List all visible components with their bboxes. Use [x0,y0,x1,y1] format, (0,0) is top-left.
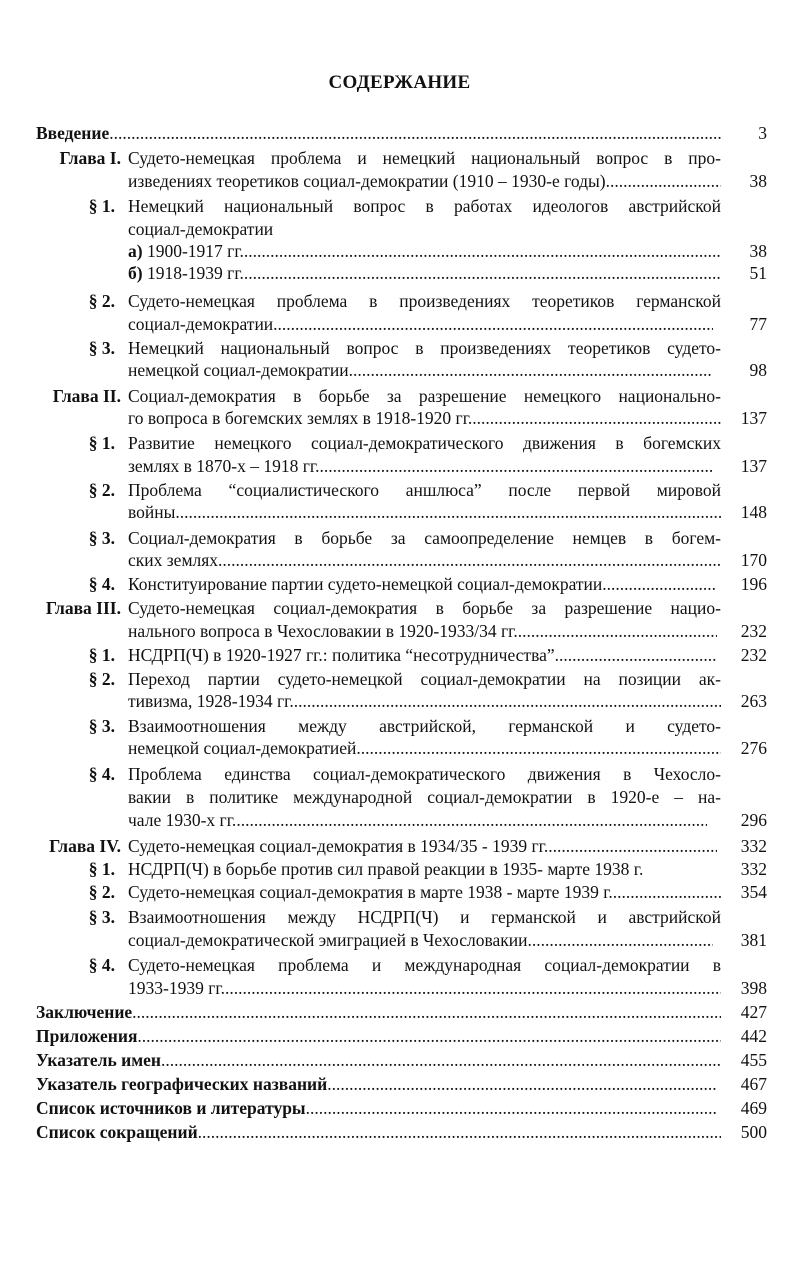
entry-text: ских землях. [128,550,223,570]
section-label: § 4. [88,955,115,975]
entry-text-line: Взаимоотношения между австрийской, германской и судето- [128,716,721,736]
section-label: § 3. [88,716,115,736]
dot-leader [606,170,721,192]
page-number: 137 [740,408,767,428]
dot-leader [528,929,713,951]
toc-entry-geo-index [36,1073,717,1095]
entry-text-line-with-leader [128,359,713,381]
chapter-label: Глава III. [45,598,121,618]
toc-entry-name-index [36,1049,721,1071]
page-number: 467 [740,1074,767,1094]
dot-leader [236,809,707,831]
entry-text-line-with-leader [128,737,721,759]
entry-text-line: Немецкий национальный вопрос в произведениях теоретиков судето- [128,338,721,358]
page-number: 332 [740,859,767,879]
entry-text-line: Проблема “социалистического аншлюса” после первой мировой [128,480,721,500]
page-number: 137 [740,456,767,476]
dot-leader [198,1121,721,1143]
section-label: § 2. [88,882,115,902]
page-number: 3 [758,123,767,143]
dot-leader [180,501,721,523]
entry-label: Указатель географических названий [36,1074,328,1094]
entry-text-line-with-leader [128,313,713,335]
page-number: 332 [740,836,767,856]
page-number: 170 [740,550,767,570]
entry-text-line-with-leader [128,170,721,192]
toc-entry-appendices [36,1025,721,1047]
dot-leader [244,240,721,262]
chapter-label: Глава II. [52,386,121,406]
entry-text: нального вопроса в Чехословакии в 1920-1933/34 гг. [128,621,518,641]
entry-text: войны. [128,502,180,522]
dot-leader [278,313,713,335]
dot-leader [161,1049,721,1071]
page-title: СОДЕРЖАНИЕ [328,72,471,93]
entry-text: немецкой социал-демократией [128,738,357,758]
entry-text-line: Взаимоотношения между НСДРП(Ч) и германской и австрийской [128,907,721,927]
entry-text-line: Немецкий национальный вопрос в работах идеологов австрийской [128,196,721,216]
entry-label: Указатель имен [36,1050,161,1070]
toc-entry-intro [36,122,721,144]
page-number: 442 [740,1026,767,1046]
section-label: § 3. [88,338,115,358]
page-number: 196 [740,574,767,594]
dot-leader [132,1001,721,1023]
entry-text-line: социал-демократии [128,219,274,239]
entry-text-line-with-leader [128,809,707,831]
section-label: § 1. [88,196,115,216]
entry-text-line-with-leader [128,690,721,712]
subentry-a [128,240,721,262]
section-label: § 2. [88,669,115,689]
subentry-b [128,262,721,284]
entry-text: НСДРП(Ч) в 1920-1927 гг.: политика “несотрудничества” [128,645,555,665]
entry-text: Судето-немецкая социал-демократия в 1934/35 - 1939 гг. [128,836,549,856]
subentry-prefix: б) [128,263,143,283]
entry-text: чале 1930-х гг. [128,810,237,830]
entry-text-line: НСДРП(Ч) в борьбе против сил правой реакции в 1935- марте 1938 г. [128,859,644,879]
section-label: § 3. [88,907,115,927]
page-number: 232 [740,621,767,641]
dot-leader [222,549,721,571]
dot-leader [294,690,721,712]
dot-leader [109,122,721,144]
section-label: § 4. [88,764,115,784]
entry-text-line: Социал-демократия в борьбе за разрешение немецкого национально- [128,386,721,406]
dot-leader [356,737,721,759]
page-number: 263 [740,691,767,711]
entry-text-line-with-leader [128,573,717,595]
page-number: 455 [740,1050,767,1070]
entry-text-line: Социал-демократия в борьбе за самоопределение немцев в богем- [128,528,721,548]
entry-text-line: Судето-немецкая социал-демократия в борьбе за разрешение нацио- [128,598,721,618]
section-label: § 1. [88,433,115,453]
entry-text: землях в 1870-х – 1918 гг. [128,456,320,476]
page-number: 381 [740,930,767,950]
dot-leader [613,881,721,903]
dot-leader [137,1025,721,1047]
dot-leader [518,620,717,642]
entry-text-line: Проблема единства социал-демократического движения в Чехосло- [128,764,721,784]
entry-text-line: Переход партии судето-немецкой социал-демократии на позиции ак- [128,669,721,689]
section-label: § 1. [88,645,115,665]
entry-text-line-with-leader [128,549,721,571]
entry-text: Конституирование партии судето-немецкой социал-демократии. [128,574,607,594]
page-number: 276 [740,738,767,758]
dot-leader [306,1097,717,1119]
page-number: 427 [740,1002,767,1022]
page-number: 77 [749,314,767,334]
dot-leader [607,573,717,595]
page-number: 500 [740,1122,767,1142]
page-number: 148 [740,502,767,522]
dot-leader [548,835,717,857]
entry-text-line-with-leader [128,407,721,429]
entry-label: Заключение [36,1002,133,1022]
entry-text-line-with-leader [128,977,721,999]
entry-text: 1933-1939 гг. [128,978,225,998]
dot-leader [555,644,717,666]
section-label: § 1. [88,859,115,879]
dot-leader [327,1073,717,1095]
entry-text-line: Развитие немецкого социал-демократического движения в богемских [128,433,721,453]
entry-text: тивизма, 1928-1934 гг. [128,691,294,711]
toc-entry-abbreviations [36,1121,721,1143]
entry-text: немецкой социал-демократии. [128,360,353,380]
dot-leader [244,262,721,284]
page-number: 38 [749,171,767,191]
chapter-label: Глава IV. [49,836,121,856]
page-number: 398 [740,978,767,998]
entry-text-line: Судето-немецкая проблема в произведениях теоретиков германской [128,291,721,311]
entry-text-line-with-leader [128,455,713,477]
toc-entry-conclusion [36,1001,721,1023]
entry-text: го вопроса в богемских землях в 1918-1920 гг. [128,408,473,428]
section-label: § 3. [88,528,115,548]
dot-leader [225,977,721,999]
toc-entry-sources [36,1097,717,1119]
entry-text-line-with-leader [128,881,721,903]
entry-text-line-with-leader [128,620,717,642]
entry-text-line-with-leader [128,501,721,523]
entry-label: Приложения [36,1026,138,1046]
entry-text: 1900-1917 гг. [146,241,244,261]
page-number: 296 [740,810,767,830]
entry-text-line-with-leader [128,644,717,666]
page-number: 232 [740,645,767,665]
entry-text: изведениях теоретиков социал-демократии (1910 – 1930-е годы) [128,171,606,191]
entry-text: социал-демократической эмиграцией в Чехословакии [128,930,528,950]
entry-text: социал-демократии. [128,314,278,334]
entry-text-line: Судето-немецкая проблема и немецкий национальный вопрос в про- [128,148,721,168]
entry-text-line: вакии в политике международной социал-демократии в 1920-е – на- [128,787,721,807]
chapter-label: Глава I. [59,148,121,168]
page-number: 354 [740,882,767,902]
dot-leader [472,407,721,429]
subentry-prefix: а) [128,241,143,261]
entry-text: Судето-немецкая социал-демократия в марте 1938 - марте 1939 г. [128,882,613,902]
section-label: § 4. [88,574,115,594]
section-label: § 2. [88,480,115,500]
page-number: 98 [749,360,767,380]
dot-leader [353,359,713,381]
section-label: § 2. [88,291,115,311]
entry-text-line-with-leader [128,929,713,951]
entry-label: Список сокращений [36,1122,198,1142]
page-number: 469 [740,1098,767,1118]
page-number: 51 [749,263,767,283]
entry-text: 1918-1939 гг. [146,263,244,283]
entry-label: Введение [36,123,110,143]
entry-text-line-with-leader [128,835,717,857]
entry-text-line: Судето-немецкая проблема и международная социал-демократии в [128,955,721,975]
entry-label: Список источников и литературы [36,1098,306,1118]
page-number: 38 [749,241,767,261]
dot-leader [320,455,713,477]
